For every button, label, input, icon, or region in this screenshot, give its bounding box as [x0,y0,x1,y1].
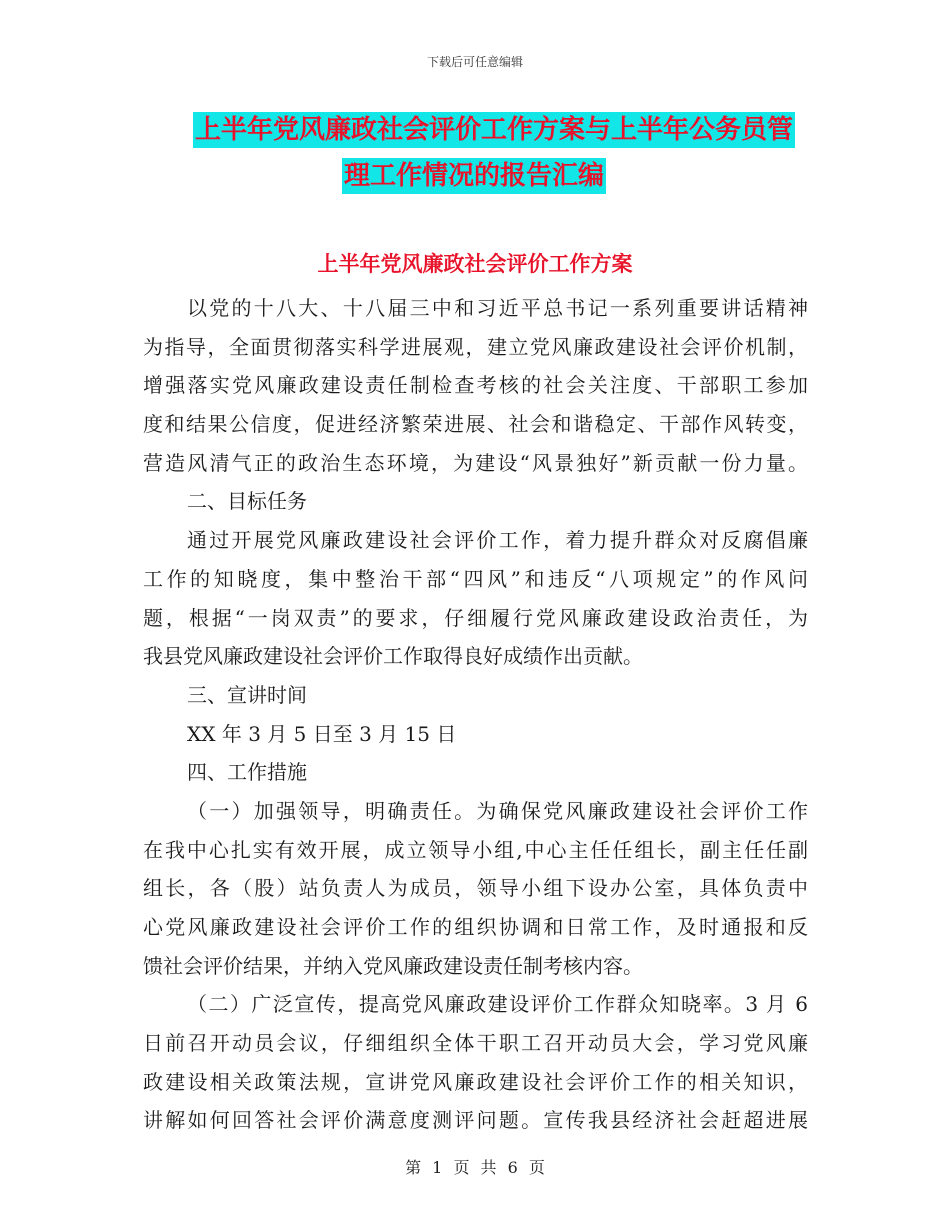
document-title-line-1: 上半年党风廉政社会评价工作方案与上半年公务员管 [193,112,795,148]
body-line: 营造风清气正的政治生态环境，为建设“风景独好”新贡献一份力量。 [143,450,808,475]
body-line: （一）加强领导，明确责任。为确保党风廉政建设社会评价工作 [187,798,808,823]
heading-objectives: 二、目标任务 [187,489,307,514]
body-line: 以党的十八大、十八届三中和习近平总书记一系列重要讲话精神 [187,296,808,320]
body-line: 增强落实党风廉政建设责任制检查考核的社会关注度、干部职工参加 [143,373,808,398]
body-line: 通过开展党风廉政建设社会评价工作，着力提升群众对反腐倡廉 [187,528,808,553]
body-line: 工作的知晓度，集中整治干部“四风”和违反“八项规定”的作风问 [143,566,808,591]
body-line: （二）广泛宣传，提高党风廉政建设评价工作群众知晓率。3 月 6 [187,992,808,1017]
body-line: 讲解如何回答社会评价满意度测评问题。宣传我县经济社会赶超进展 [143,1108,808,1133]
body-line: 为指导，全面贯彻落实科学进展观，建立党风廉政建设社会评价机制， [143,334,808,359]
document-body [143,289,808,1140]
body-line: 我县党风廉政建设社会评价工作取得良好成绩作出贡献。 [143,644,643,669]
body-line: 组长，各（股）站负责人为成员，领导小组下设办公室，具体负责中 [143,876,808,901]
body-line: 政建设相关政策法规，宣讲党风廉政建设社会评价工作的相关知识， [143,1069,808,1094]
document-title-line-2: 理工作情况的报告汇编 [342,158,606,194]
body-line: 心党风廉政建设社会评价工作的组织协调和日常工作，及时通报和反 [143,915,808,939]
heading-measures: 四、工作措施 [187,760,307,785]
page-header: 下载后可任意编辑 [426,55,523,69]
schedule-dates: XX 年 3 月 5 日至 3 月 15 日 [187,721,457,746]
body-line: 度和结果公信度，促进经济繁荣进展、社会和谐稳定、干部作风转变， [143,412,808,437]
body-line: 日前召开动员会议，仔细组织全体干职工召开动员大会，学习党风廉 [143,1031,808,1056]
body-line: 题，根据“一岗双责”的要求，仔细履行党风廉政建设政治责任，为 [143,605,808,630]
page-number: 第 1 页 共 6 页 [405,1158,545,1177]
section-title: 上半年党风廉政社会评价工作方案 [317,252,633,276]
body-line: 在我中心扎实有效开展，成立领导小组,中心主任任组长，副主任任副 [143,837,808,862]
body-line: 馈社会评价结果，并纳入党风廉政建设责任制考核内容。 [143,953,643,978]
heading-schedule: 三、宣讲时间 [187,682,307,707]
